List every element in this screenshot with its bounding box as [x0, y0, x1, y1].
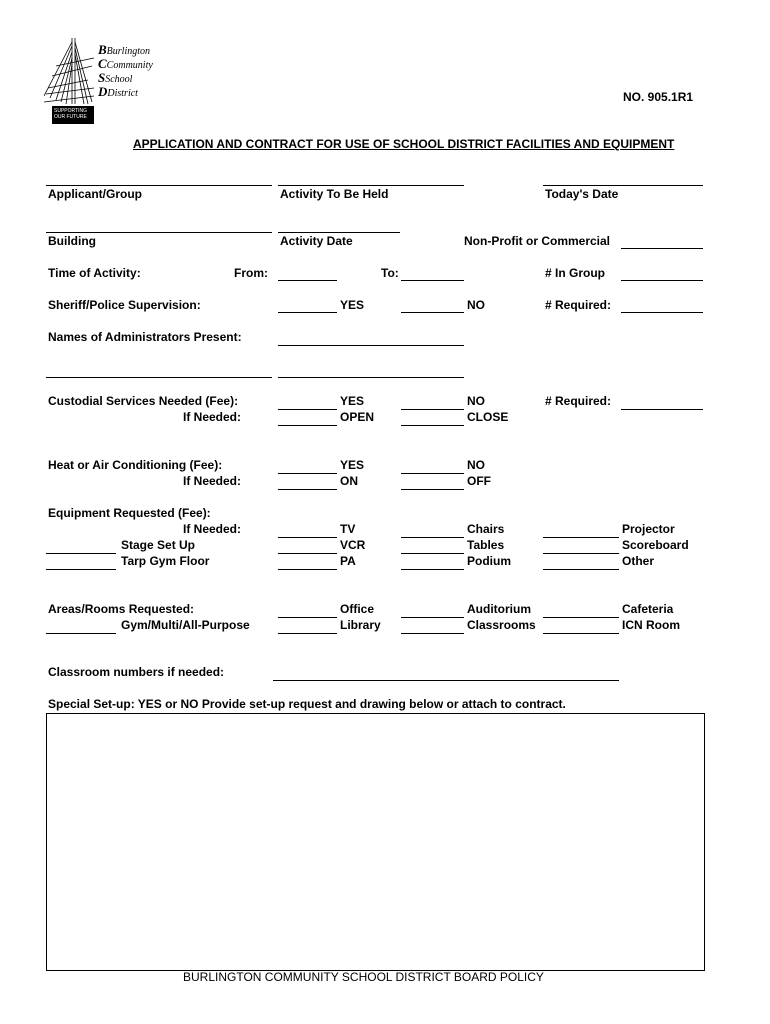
heat-no-field[interactable]: [401, 458, 464, 474]
classrooms-field[interactable]: [401, 618, 464, 634]
sheriff-label: Sheriff/Police Supervision:: [48, 298, 201, 312]
special-setup-label: Special Set-up: YES or NO Provide set-up request and drawing below or attach to contract.: [48, 697, 566, 711]
heat-yes-label: YES: [340, 458, 365, 472]
heat-on-field[interactable]: [278, 474, 337, 490]
nonprofit-field[interactable]: [621, 233, 703, 249]
building-label: Building: [48, 234, 96, 248]
setup-drawing-box[interactable]: [46, 713, 705, 971]
applicant-line[interactable]: [46, 185, 272, 186]
custodial-required-field[interactable]: [621, 394, 703, 410]
tables-label: Tables: [467, 538, 505, 552]
custodial-no-label: NO: [467, 394, 485, 408]
podium-label: Podium: [467, 554, 511, 568]
icn-room-field[interactable]: [543, 618, 619, 634]
custodial-yes-field[interactable]: [278, 394, 337, 410]
sheriff-yes-label: YES: [340, 298, 365, 312]
classroom-numbers-label: Classroom numbers if needed:: [48, 665, 225, 679]
logo-line-1: Burlington: [106, 46, 151, 57]
chairs-field[interactable]: [401, 522, 464, 538]
heat-on-label: ON: [340, 474, 358, 488]
activity-label: Activity To Be Held: [280, 187, 389, 201]
tv-field[interactable]: [278, 522, 337, 538]
administrators-field-1[interactable]: [278, 330, 464, 346]
classroom-numbers-field[interactable]: [273, 665, 619, 681]
sheriff-yes-field[interactable]: [278, 297, 337, 313]
logo-line-4: District: [107, 88, 138, 99]
custodial-no-field[interactable]: [401, 394, 464, 410]
document-number: NO. 905.1R1: [623, 90, 694, 104]
custodial-open-label: OPEN: [340, 410, 375, 424]
cafeteria-field[interactable]: [543, 602, 619, 618]
time-of-activity-label: Time of Activity:: [48, 266, 141, 280]
district-logo: BBurlington CCommunity SSchool DDistrict SUPPORTING OUR FUTURE: [44, 36, 154, 131]
stage-field[interactable]: [46, 538, 116, 554]
custodial-close-label: CLOSE: [467, 410, 509, 424]
to-field[interactable]: [401, 265, 464, 281]
sheriff-no-field[interactable]: [401, 297, 464, 313]
administrators-field-3[interactable]: [278, 362, 464, 378]
vcr-label: VCR: [340, 538, 366, 552]
gym-label: Gym/Multi/All-Purpose: [121, 618, 250, 632]
other-field[interactable]: [543, 554, 619, 570]
from-field[interactable]: [278, 265, 337, 281]
office-field[interactable]: [278, 602, 337, 618]
todays-date-line[interactable]: [543, 185, 703, 186]
heat-label: Heat or Air Conditioning (Fee):: [48, 458, 223, 472]
applicant-label: Applicant/Group: [48, 187, 142, 201]
activity-date-label: Activity Date: [280, 234, 353, 248]
classrooms-label: Classrooms: [467, 618, 536, 632]
podium-field[interactable]: [401, 554, 464, 570]
activity-line[interactable]: [278, 185, 464, 186]
form-title: APPLICATION AND CONTRACT FOR USE OF SCHOOL DISTRICT FACILITIES AND EQUIPMENT: [133, 137, 675, 151]
from-label: From:: [234, 266, 268, 280]
pa-field[interactable]: [278, 554, 337, 570]
custodial-close-field[interactable]: [401, 410, 464, 426]
auditorium-label: Auditorium: [467, 602, 531, 616]
sheriff-required-field[interactable]: [621, 297, 703, 313]
icn-room-label: ICN Room: [622, 618, 680, 632]
tv-label: TV: [340, 522, 356, 536]
custodial-yes-label: YES: [340, 394, 365, 408]
logo-line-2: Community: [106, 60, 153, 71]
in-group-label: # In Group: [545, 266, 605, 280]
equipment-label: Equipment Requested (Fee):: [48, 506, 211, 520]
sheriff-required-label: # Required:: [545, 298, 612, 312]
activity-date-line[interactable]: [278, 232, 400, 233]
areas-label: Areas/Rooms Requested:: [48, 602, 195, 616]
scoreboard-field[interactable]: [543, 538, 619, 554]
auditorium-field[interactable]: [401, 602, 464, 618]
building-line[interactable]: [46, 232, 272, 233]
in-group-field[interactable]: [621, 265, 703, 281]
projector-label: Projector: [622, 522, 675, 536]
office-label: Office: [340, 602, 375, 616]
custodial-required-label: # Required:: [545, 394, 612, 408]
tarp-field[interactable]: [46, 554, 116, 570]
custodial-if-needed-label: If Needed:: [183, 410, 242, 424]
footer-text: BURLINGTON COMMUNITY SCHOOL DISTRICT BOARD POLICY: [183, 970, 544, 984]
stage-label: Stage Set Up: [121, 538, 196, 552]
heat-off-label: OFF: [467, 474, 491, 488]
projector-field[interactable]: [543, 522, 619, 538]
custodial-open-field[interactable]: [278, 410, 337, 426]
custodial-label: Custodial Services Needed (Fee):: [48, 394, 239, 408]
cafeteria-label: Cafeteria: [622, 602, 674, 616]
library-label: Library: [340, 618, 381, 632]
sheriff-no-label: NO: [467, 298, 485, 312]
todays-date-label: Today's Date: [545, 187, 619, 201]
tables-field[interactable]: [401, 538, 464, 554]
to-label: To:: [381, 266, 399, 280]
pa-label: PA: [340, 554, 356, 568]
logo-line-3: School: [105, 74, 133, 85]
nonprofit-label: Non-Profit or Commercial: [464, 234, 611, 248]
logo-badge-line-1: SUPPORTING: [54, 108, 87, 114]
tarp-label: Tarp Gym Floor: [121, 554, 210, 568]
chairs-label: Chairs: [467, 522, 505, 536]
gym-field[interactable]: [46, 618, 116, 634]
heat-off-field[interactable]: [401, 474, 464, 490]
vcr-field[interactable]: [278, 538, 337, 554]
equipment-if-needed-label: If Needed:: [183, 522, 242, 536]
administrators-field-2[interactable]: [46, 362, 272, 378]
administrators-label: Names of Administrators Present:: [48, 330, 242, 344]
heat-if-needed-label: If Needed:: [183, 474, 242, 488]
other-label: Other: [622, 554, 655, 568]
scoreboard-label: Scoreboard: [622, 538, 689, 552]
heat-yes-field[interactable]: [278, 458, 337, 474]
library-field[interactable]: [278, 618, 337, 634]
heat-no-label: NO: [467, 458, 485, 472]
logo-badge-line-2: OUR FUTURE: [54, 114, 87, 120]
